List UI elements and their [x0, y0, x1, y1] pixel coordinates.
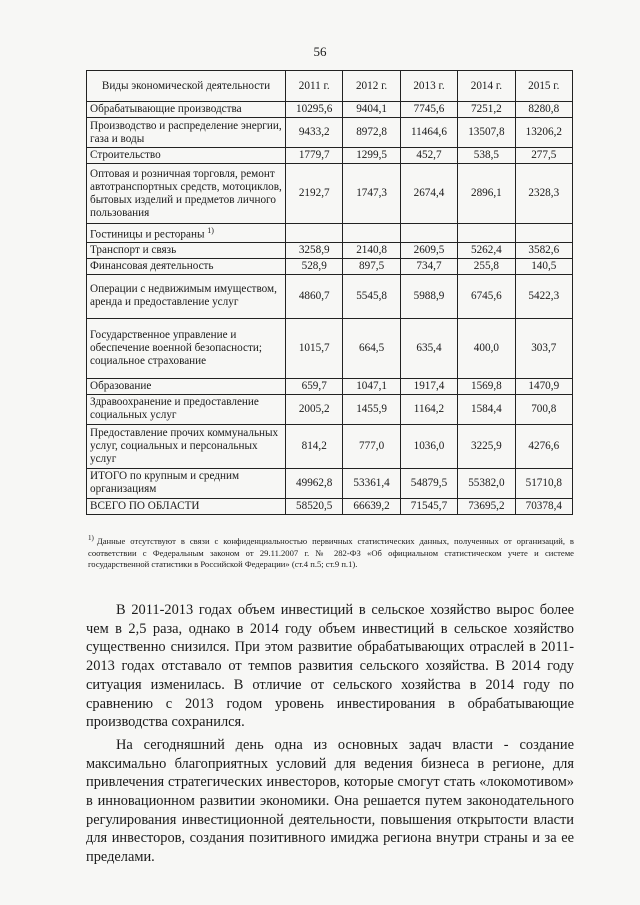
cell-value: 6745,6	[458, 274, 515, 318]
cell-value: 255,8	[458, 258, 515, 274]
row-label	[87, 224, 286, 243]
cell-value: 3258,9	[286, 242, 343, 258]
table-row	[87, 148, 573, 164]
cell-value: 140,5	[515, 258, 572, 274]
header-year: 2013 г.	[400, 71, 457, 102]
cell-value: 1455,9	[343, 394, 400, 424]
table-row	[87, 224, 573, 243]
row-label: ИТОГО по крупным и средним организациям	[87, 468, 286, 498]
table-row	[87, 468, 573, 498]
cell-value: 5422,3	[515, 274, 572, 318]
paragraph: В 2011-2013 годах объем инвестиций в сельское хозяйство вырос более чем в 2,5 раза, однако в 2014 году объем инвестиций в сельское хозяйство существенно снизился. При этом развитие обрабатывающих отраслей в 2011-2013 годах отставало от темпов развития сельского хозяйства. В 2014 году ситуация изменилась. В отличие от сельского хозяйства в 2014 году по сравнению с 2013 годом уровень инвестирования в обрабатывающие производства сохранился.	[86, 602, 574, 731]
row-label-text: Гостиницы и рестораны	[90, 228, 205, 241]
cell-value: 635,4	[400, 318, 457, 378]
table-row	[87, 118, 573, 148]
cell-value: 1036,0	[400, 424, 457, 468]
row-label: Обрабатывающие производства	[87, 102, 286, 118]
cell-value	[400, 224, 457, 243]
table-row	[87, 242, 573, 258]
page-number: 56	[313, 44, 327, 59]
row-label: Образование	[87, 378, 286, 394]
cell-value: 66639,2	[343, 498, 400, 514]
table-row	[87, 318, 573, 378]
cell-value: 8972,8	[343, 118, 400, 148]
cell-value: 1299,5	[343, 148, 400, 164]
table-row	[87, 258, 573, 274]
table-footnote	[88, 536, 574, 571]
investment-table	[86, 70, 573, 515]
cell-value	[286, 224, 343, 243]
cell-value: 2896,1	[458, 164, 515, 224]
footnote-mark: 1)	[88, 534, 94, 543]
row-label: Финансовая деятельность	[87, 258, 286, 274]
table-row	[87, 102, 573, 118]
row-label: Транспорт и связь	[87, 242, 286, 258]
cell-value: 11464,6	[400, 118, 457, 148]
cell-value: 897,5	[343, 258, 400, 274]
cell-value: 2609,5	[400, 242, 457, 258]
cell-value: 700,8	[515, 394, 572, 424]
cell-value: 1584,4	[458, 394, 515, 424]
cell-value: 664,5	[343, 318, 400, 378]
cell-value: 3225,9	[458, 424, 515, 468]
cell-value: 1164,2	[400, 394, 457, 424]
cell-value: 1015,7	[286, 318, 343, 378]
header-year: 2014 г.	[458, 71, 515, 102]
cell-value: 734,7	[400, 258, 457, 274]
paragraph: На сегодняшний день одна из основных задач власти - создание максимально благоприятных условий для ведения бизнеса в регионе, для привлечения стратегических инвесторов, которые смогут стать «локомотивом» в инновационном развитии экономики. Она решается путем законодательного регулирования инвестиционной деятельности, повышения открытости власти для инвесторов, создания позитивного имиджа региона внутри страны и за ее пределами.	[86, 736, 574, 866]
cell-value	[515, 224, 572, 243]
cell-value: 2328,3	[515, 164, 572, 224]
cell-value: 53361,4	[343, 468, 400, 498]
cell-value: 538,5	[458, 148, 515, 164]
cell-value: 55382,0	[458, 468, 515, 498]
row-label: Строительство	[87, 148, 286, 164]
cell-value: 54879,5	[400, 468, 457, 498]
footnote-ref: 1)	[207, 226, 214, 235]
cell-value: 2192,7	[286, 164, 343, 224]
cell-value: 1917,4	[400, 378, 457, 394]
cell-value: 3582,6	[515, 242, 572, 258]
cell-value: 5262,4	[458, 242, 515, 258]
cell-value: 7745,6	[400, 102, 457, 118]
cell-value: 659,7	[286, 378, 343, 394]
cell-value: 1047,1	[343, 378, 400, 394]
header-year: 2012 г.	[343, 71, 400, 102]
cell-value: 49962,8	[286, 468, 343, 498]
cell-value: 70378,4	[515, 498, 572, 514]
cell-value: 814,2	[286, 424, 343, 468]
row-label: Оптовая и розничная торговля, ремонт автотранспортных средств, мотоциклов, бытовых изделий и предметов личного пользования	[87, 164, 286, 224]
cell-value: 5988,9	[400, 274, 457, 318]
cell-value: 777,0	[343, 424, 400, 468]
cell-value: 303,7	[515, 318, 572, 378]
cell-value: 13206,2	[515, 118, 572, 148]
cell-value: 51710,8	[515, 468, 572, 498]
header-year: 2015 г.	[515, 71, 572, 102]
row-label: Предоставление прочих коммунальных услуг, социальных и персональных услуг	[87, 424, 286, 468]
cell-value: 9433,2	[286, 118, 343, 148]
row-label: Государственное управление и обеспечение военной безопасности; социальное страхование	[87, 318, 286, 378]
cell-value: 4276,6	[515, 424, 572, 468]
cell-value: 8280,8	[515, 102, 572, 118]
row-label: Операции с недвижимым имуществом, аренда и предоставление услуг	[87, 274, 286, 318]
body-text	[86, 601, 574, 867]
footnote-text: Данные отсутствуют в связи с конфиденциальностью первичных статистических данных, полученных от организаций, в соответствии с Федеральным законом от 29.11.2007 г. № 282-ФЗ «Об официальном статистическом учете и системе государственной статистики в Российской Федерации» (ст.4 п.5; ст.9 п.1).	[88, 536, 574, 569]
cell-value: 58520,5	[286, 498, 343, 514]
table-row	[87, 274, 573, 318]
cell-value: 1569,8	[458, 378, 515, 394]
cell-value: 528,9	[286, 258, 343, 274]
cell-value: 9404,1	[343, 102, 400, 118]
cell-value: 277,5	[515, 148, 572, 164]
table-row	[87, 394, 573, 424]
row-label: ВСЕГО ПО ОБЛАСТИ	[87, 498, 286, 514]
cell-value: 2005,2	[286, 394, 343, 424]
table-row	[87, 378, 573, 394]
header-year: 2011 г.	[286, 71, 343, 102]
cell-value: 452,7	[400, 148, 457, 164]
cell-value: 73695,2	[458, 498, 515, 514]
cell-value: 4860,7	[286, 274, 343, 318]
cell-value: 7251,2	[458, 102, 515, 118]
table-row	[87, 164, 573, 224]
cell-value	[458, 224, 515, 243]
cell-value: 71545,7	[400, 498, 457, 514]
cell-value	[343, 224, 400, 243]
table-row	[87, 424, 573, 468]
header-category: Виды экономической деятельности	[87, 71, 286, 102]
cell-value: 5545,8	[343, 274, 400, 318]
cell-value: 1470,9	[515, 378, 572, 394]
cell-value: 10295,6	[286, 102, 343, 118]
cell-value: 2140,8	[343, 242, 400, 258]
cell-value: 2674,4	[400, 164, 457, 224]
cell-value: 400,0	[458, 318, 515, 378]
cell-value: 1747,3	[343, 164, 400, 224]
row-label: Производство и распределение энергии, газа и воды	[87, 118, 286, 148]
cell-value: 1779,7	[286, 148, 343, 164]
table-header-row	[87, 71, 573, 102]
cell-value: 13507,8	[458, 118, 515, 148]
table-row	[87, 498, 573, 514]
row-label: Здравоохранение и предоставление социальных услуг	[87, 394, 286, 424]
